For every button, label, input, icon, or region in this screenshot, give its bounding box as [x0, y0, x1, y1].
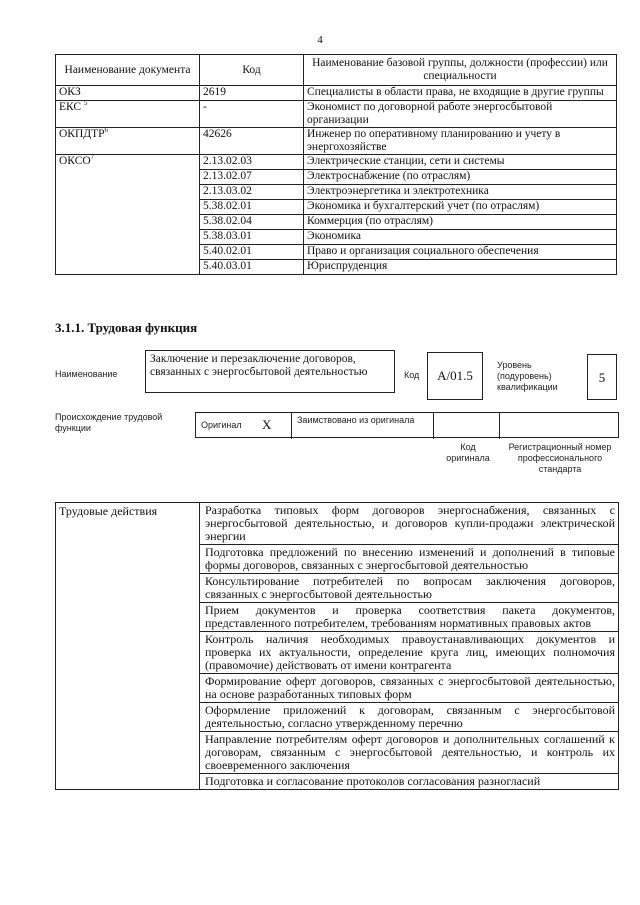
- doc-cell-okso: [56, 155, 200, 275]
- doc-name: ОКПДТР: [59, 128, 105, 140]
- footnote-ref: 5: [83, 99, 88, 108]
- code-cell: -: [200, 101, 304, 128]
- footnote-ref: 7: [90, 153, 95, 162]
- table-row: [56, 86, 617, 101]
- doc-cell: [56, 86, 200, 101]
- group-name-cell: Экономика и бухгалтерский учет (по отраслям): [304, 200, 617, 215]
- header-code: Код: [200, 55, 304, 86]
- group-name-cell: Электрические станции, сети и системы: [304, 155, 617, 170]
- code-cell: 2.13.03.02: [200, 185, 304, 200]
- group-name-cell: Коммерция (по отраслям): [304, 215, 617, 230]
- name-label: Наименование: [55, 369, 118, 379]
- code-label: Код: [404, 370, 420, 380]
- doc-cell: [56, 101, 200, 128]
- function-name-value: Заключение и перезаключение договоров, связанных с энергосбытовой деятельностью: [150, 353, 368, 378]
- header-group-name: Наименование базовой группы, должности (профессии) или специальности: [304, 55, 617, 86]
- code-cell: 5.38.02.04: [200, 215, 304, 230]
- code-cell: 5.40.02.01: [200, 245, 304, 260]
- codes-table-header: [56, 55, 617, 86]
- action-item: Формирование оферт договоров, связанных с энергосбытовой деятельностью, на основе разработанных типовых форм: [200, 674, 619, 703]
- code-cell: 5.40.03.01: [200, 260, 304, 275]
- codes-table: [55, 54, 617, 275]
- group-name-cell: Экономика: [304, 230, 617, 245]
- table-row: [56, 128, 617, 155]
- code-cell: 2.13.02.07: [200, 170, 304, 185]
- code-cell: 2.13.02.03: [200, 155, 304, 170]
- origin-label: Происхождение трудовой функции: [55, 412, 163, 433]
- table-row: [56, 503, 619, 545]
- origin-box: [195, 412, 619, 438]
- group-name-cell: Электроэнергетика и электротехника: [304, 185, 617, 200]
- original-mark: X: [262, 417, 272, 432]
- group-name-cell: Специалисты в области права, не входящие в другие группы: [304, 86, 617, 101]
- group-name-cell: Инженер по оперативному планированию и учету в энергохозяйстве: [304, 128, 617, 155]
- actions-label: Трудовые действия: [56, 503, 200, 790]
- code-cell: 5.38.03.01: [200, 230, 304, 245]
- action-item: Подготовка и согласование протоколов согласования разногласий: [200, 774, 619, 790]
- function-code-box: [427, 352, 483, 400]
- action-item: Подготовка предложений по внесению изменений и дополнений в типовые формы договоров, связанных с энергосбытовой деятельностью: [200, 545, 619, 574]
- doc-name: ОКЗ: [59, 86, 81, 98]
- action-item: Разработка типовых форм договоров энергоснабжения, связанных с энергосбытовой деятельностью, и договоров купли-продажи электрической энергии: [200, 503, 619, 545]
- action-item: Прием документов и проверка соответствия пакета документов, представленного потребителем, требованиям нормативных правовых актов: [200, 603, 619, 632]
- level-label: Уровень (подуровень) квалификации: [497, 360, 558, 392]
- divider: [291, 413, 292, 439]
- function-code-value: А/01.5: [437, 368, 473, 383]
- group-name-cell: Электроснабжение (по отраслям): [304, 170, 617, 185]
- doc-name: ОКСО: [59, 155, 91, 167]
- table-row: [56, 101, 617, 128]
- borrowed-label: Заимствовано из оригинала: [297, 415, 415, 425]
- doc-cell: [56, 128, 200, 155]
- code-cell: 2619: [200, 86, 304, 101]
- actions-table: [55, 502, 619, 790]
- table-row: [56, 155, 617, 170]
- action-item: Консультирование потребителей по вопросам заключения договоров, связанных с энергосбытовой деятельностью: [200, 574, 619, 603]
- code-cell: 5.38.02.01: [200, 200, 304, 215]
- original-label: Оригинал: [201, 420, 242, 430]
- footnote-ref: 6: [104, 126, 109, 135]
- level-value: 5: [598, 370, 606, 385]
- action-item: Контроль наличия необходимых правоустанавливающих документов и проверка их актуальности, определение круга лиц, имеющих полномочия (правомочие) действовать от имени контрагента: [200, 632, 619, 674]
- header-document: Наименование документа: [56, 55, 200, 86]
- origin-code-label: Код оригинала: [446, 442, 490, 463]
- divider: [433, 413, 434, 439]
- code-cell: 42626: [200, 128, 304, 155]
- section-heading: 3.1.1. Трудовая функция: [55, 320, 198, 335]
- group-name-cell: Право и организация социального обеспечения: [304, 245, 617, 260]
- action-item: Оформление приложений к договорам, связанным с энергосбытовой деятельностью, согласно утвержденному перечню: [200, 703, 619, 732]
- page-number: 4: [317, 34, 323, 46]
- divider: [499, 413, 500, 439]
- function-name-box: [145, 350, 395, 393]
- action-item: Направление потребителям оферт договоров и дополнительных соглашений к договорам, связанным с энергосбытовой деятельностью, и контроль их своевременного заключения: [200, 732, 619, 774]
- doc-name: ЕКС: [59, 101, 82, 113]
- level-box: [587, 354, 617, 400]
- group-name-cell: Юриспруденция: [304, 260, 617, 275]
- reg-number-label: Регистрационный номер профессионального стандарта: [508, 442, 612, 474]
- group-name-cell: Экономист по договорной работе энергосбытовой организации: [304, 101, 617, 128]
